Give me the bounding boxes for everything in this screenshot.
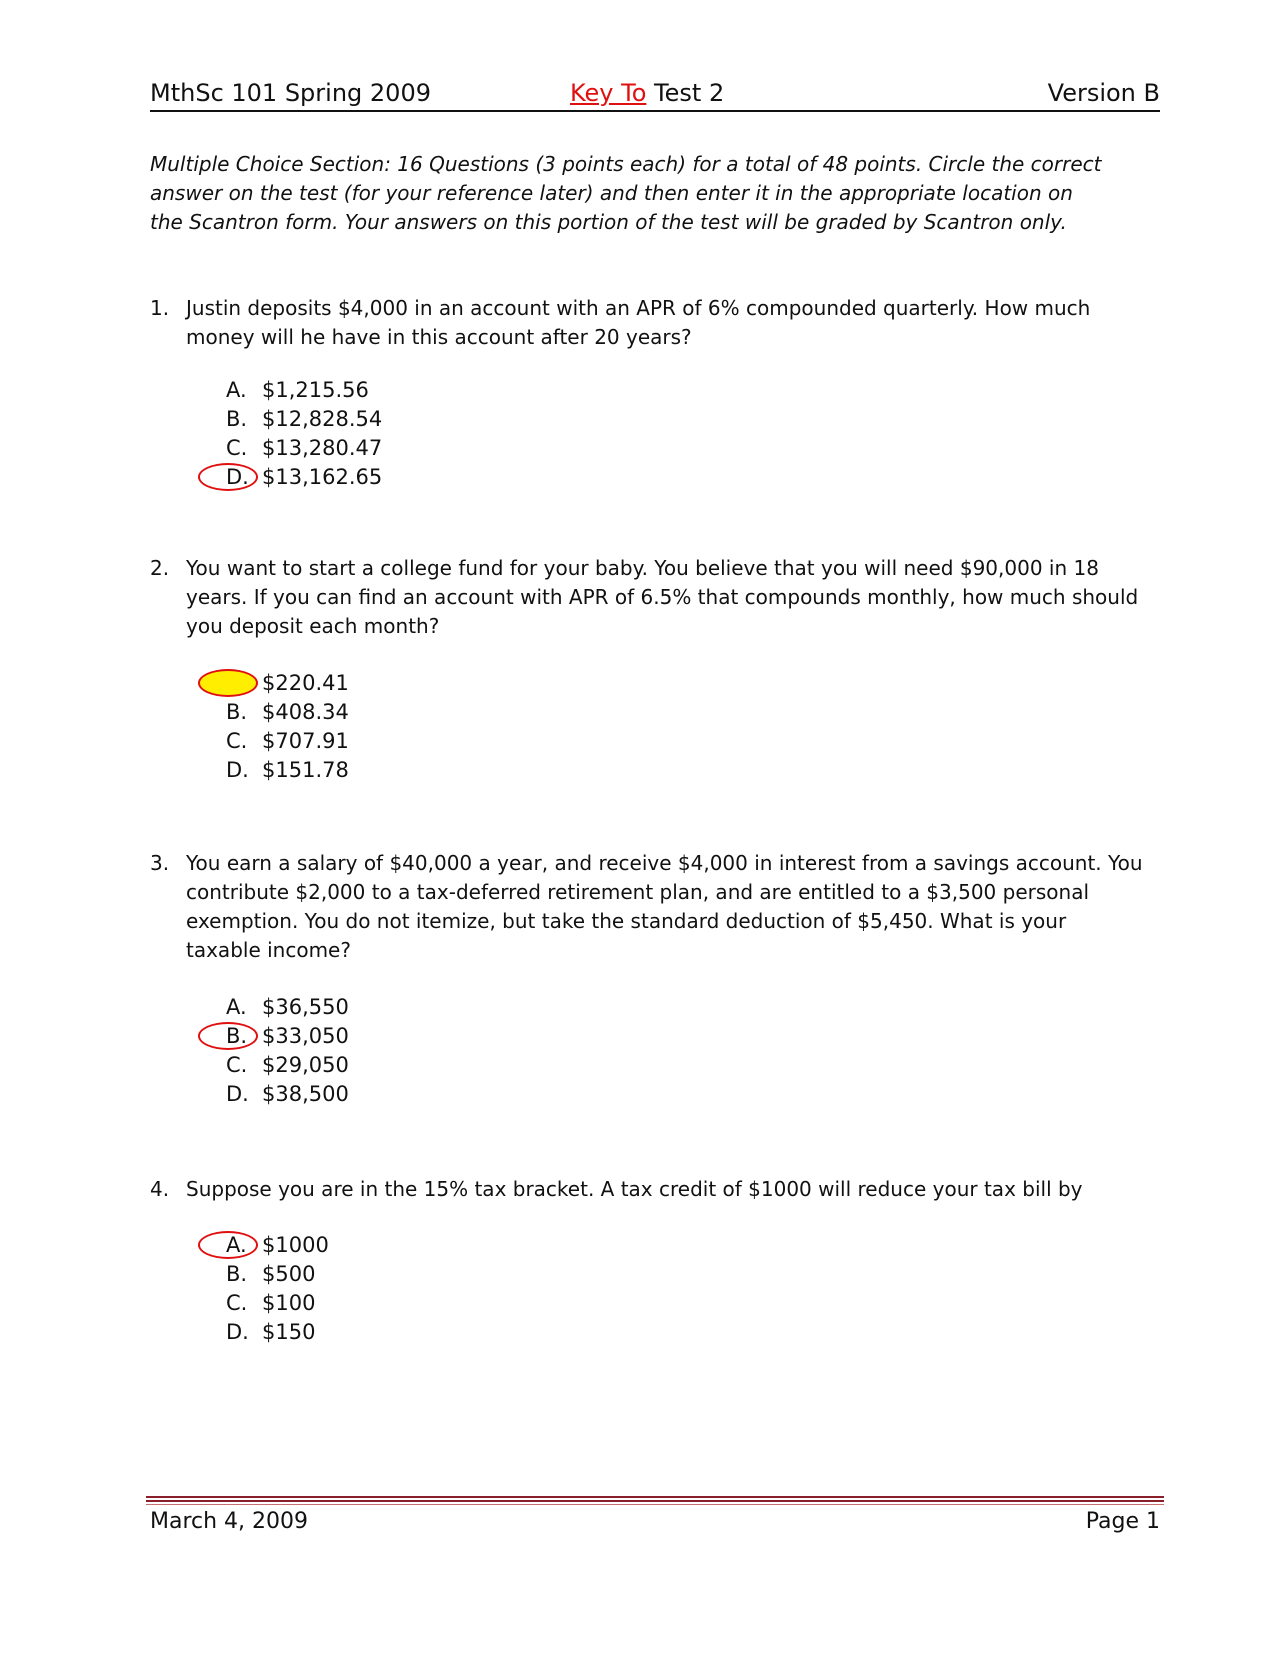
option-letter: A. bbox=[226, 995, 247, 1019]
option-value: $220.41 bbox=[262, 671, 349, 695]
page-footer bbox=[150, 1506, 1160, 1538]
question-number: 2. bbox=[150, 556, 170, 580]
option-letter: D. bbox=[226, 758, 249, 782]
question-text: Justin deposits $4,000 in an account with an APR of 6% compounded quarterly. How much money will he have in this account after 20 years? bbox=[186, 296, 1091, 349]
course-title: MthSc 101 Spring 2009 bbox=[150, 79, 431, 107]
question-number: 1. bbox=[150, 296, 170, 320]
page-number: Page 1 bbox=[1085, 1509, 1160, 1534]
option-value: $408.34 bbox=[262, 700, 349, 724]
question-text: You earn a salary of $40,000 a year, and receive $4,000 in interest from a savings account. You contribute $2,000 to a tax-deferred retirement plan, and are entitled to a $3,500 personal exemption. You do not itemize, but take the standard deduction of $5,450. What is your taxable income? bbox=[186, 851, 1143, 962]
option-letter: C. bbox=[226, 436, 248, 460]
option-letter: D. bbox=[226, 1082, 249, 1106]
option-value: $13,280.47 bbox=[262, 436, 383, 460]
option-letter: C. bbox=[226, 1291, 248, 1315]
option-letter: B. bbox=[226, 1024, 248, 1048]
option-value: $33,050 bbox=[262, 1024, 349, 1048]
option-letter: B. bbox=[226, 700, 248, 724]
footer-date: March 4, 2009 bbox=[150, 1509, 309, 1534]
answer-circle-mark bbox=[198, 669, 258, 697]
option-letter: C. bbox=[226, 729, 248, 753]
test-title bbox=[570, 76, 724, 110]
test-label: Test 2 bbox=[654, 79, 725, 107]
question-number: 4. bbox=[150, 1177, 170, 1201]
version-label: Version B bbox=[1047, 79, 1160, 107]
option-value: $38,500 bbox=[262, 1082, 349, 1106]
option-letter: A. bbox=[226, 378, 247, 402]
key-label: Key To bbox=[570, 79, 647, 107]
option-letter: B. bbox=[226, 407, 248, 431]
option-letter: D. bbox=[226, 465, 249, 489]
option-value: $1000 bbox=[262, 1233, 329, 1257]
option-letter: D. bbox=[226, 1320, 249, 1344]
question-text: You want to start a college fund for your baby. You believe that you will need $90,000 in 18 years. If you can find an account with APR of 6.5% that compounds monthly, how much should you deposit each month? bbox=[186, 556, 1139, 638]
option-value: $151.78 bbox=[262, 758, 349, 782]
option-value: $1,215.56 bbox=[262, 378, 369, 402]
option-value: $150 bbox=[262, 1320, 316, 1344]
option-value: $500 bbox=[262, 1262, 316, 1286]
option-value: $36,550 bbox=[262, 995, 349, 1019]
instructions: Multiple Choice Section: 16 Questions (3 points each) for a total of 48 points. Circle the correct answer on the test (for your reference later) and then enter it in the appropriate location on the Scantron form. Your answers on this portion of the test will be graded by Scantron only. bbox=[150, 152, 1102, 234]
page-header bbox=[150, 76, 1160, 112]
option-value: $100 bbox=[262, 1291, 316, 1315]
option-value: $13,162.65 bbox=[262, 465, 383, 489]
option-letter: B. bbox=[226, 1262, 248, 1286]
question-number: 3. bbox=[150, 851, 170, 875]
option-value: $12,828.54 bbox=[262, 407, 383, 431]
question-text: Suppose you are in the 15% tax bracket. A tax credit of $1000 will reduce your tax bill by bbox=[186, 1177, 1083, 1201]
option-letter: A. bbox=[226, 1233, 247, 1257]
option-letter: C. bbox=[226, 1053, 248, 1077]
option-value: $707.91 bbox=[262, 729, 349, 753]
option-value: $29,050 bbox=[262, 1053, 349, 1077]
